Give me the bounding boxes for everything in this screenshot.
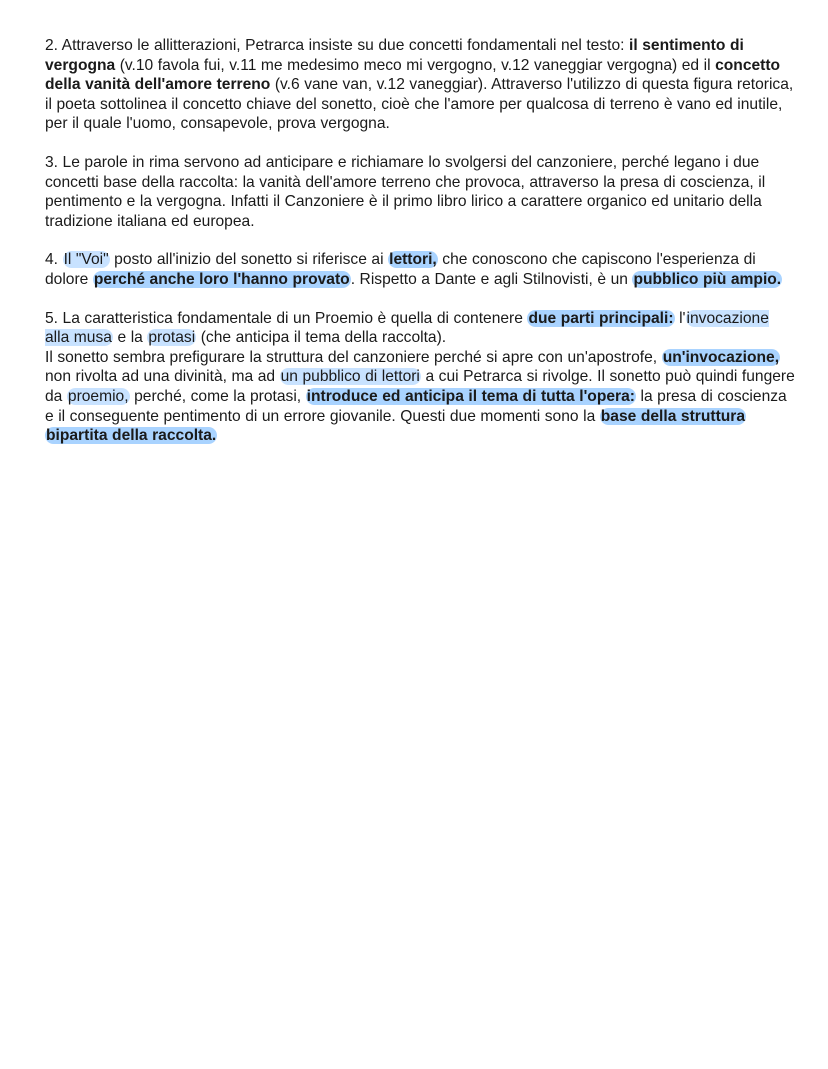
- bold-phrase: il sentimento di vergogna: [45, 37, 744, 74]
- text: a, attraverso la presa di coscienza, il pentimento e la vergogna. Infatti il Canzoniere è il primo libro lirico a carattere organico ed unitario della tradizione italiana ed europea.: [45, 173, 766, 230]
- text: Il sonetto sembra prefigurare la struttura del canzoniere perché si apre con un'apostrofe,: [45, 348, 662, 366]
- text: Attraverso le allitterazioni, Petrarca insiste su due concetti fondamentali nel testo:: [58, 37, 630, 54]
- highlight-bold: due parti principali:: [528, 309, 674, 327]
- highlight: invocazione alla musa: [45, 309, 769, 347]
- paragraph-5: [45, 309, 797, 446]
- paragraph-number: 2.: [45, 37, 59, 54]
- highlight-bold: perché anche loro l'hanno provato: [93, 270, 350, 288]
- text: l': [674, 309, 686, 327]
- text: . Rispetto a Dante e agli Stilnovisti, è un: [350, 270, 633, 288]
- spellcheck-underline: voc: [487, 173, 512, 191]
- text: (v.6 vane van, v.12 vaneggiar). Attraverso l'utilizzo di questa figura retorica, il poeta sottolinea il concetto chiave del sonetto, cioè che l'amore per qualcosa di terreno è vano ed inutile, per il quale l'uomo, consapevole, prova vergogna.: [45, 76, 794, 133]
- document-page: [45, 36, 797, 465]
- highlight: protasi: [148, 329, 196, 347]
- bold-phrase: concetto della vanità dell'amore terreno: [45, 56, 781, 94]
- paragraph-number: 4.: [45, 251, 59, 269]
- highlight-bold: base della struttura bipartita della raccolta.: [46, 407, 746, 445]
- text: (che anticipa il tema della raccolta).: [196, 329, 447, 347]
- text: posto all'inizio del sonetto si riferisce ai: [109, 251, 389, 269]
- highlight: Il "Voi": [63, 251, 109, 269]
- text: e la: [112, 329, 148, 347]
- paragraph-2: [45, 36, 797, 134]
- text: a cui Petrarca si rivolge. Il sonetto può quindi fungere da: [45, 368, 795, 405]
- text: non rivolta ad una divinità, ma ad: [45, 368, 280, 386]
- highlight-bold: lettori,: [389, 251, 437, 269]
- highlight: un pubblico di lettori: [280, 368, 420, 386]
- highlight-bold: introduce ed anticipa il tema di tutta l'opera:: [306, 387, 635, 405]
- text: la presa di coscienza e il conseguente pentimento di un errore giovanile. Questi due momenti sono la: [45, 387, 787, 425]
- text: che conoscono che capiscono l'esperienza di dolore: [45, 251, 756, 288]
- paragraph-number: 3.: [45, 153, 59, 171]
- paragraph-4: [45, 250, 797, 289]
- text: perché, come la protasi,: [129, 387, 306, 405]
- text: Le parole in rima servono ad anticipare e richiamare lo svolgersi del canzoniere, perché legano i due concetti base della raccolta: la vanità dell'amore terreno che pro: [45, 153, 760, 191]
- text: La caratteristica fondamentale di un Proemio è quella di contenere: [58, 309, 528, 327]
- paragraph-number: 5.: [45, 309, 59, 327]
- highlight-bold: pubblico più ampio.: [633, 270, 782, 288]
- highlight: proemio,: [67, 387, 129, 405]
- paragraph-3: [45, 153, 797, 231]
- text: (v.10 favola fui, v.11 me medesimo meco mi vergogno, v.12 vaneggiar vergogna) ed il: [115, 56, 716, 74]
- highlight-bold: un'invocazione,: [662, 348, 780, 366]
